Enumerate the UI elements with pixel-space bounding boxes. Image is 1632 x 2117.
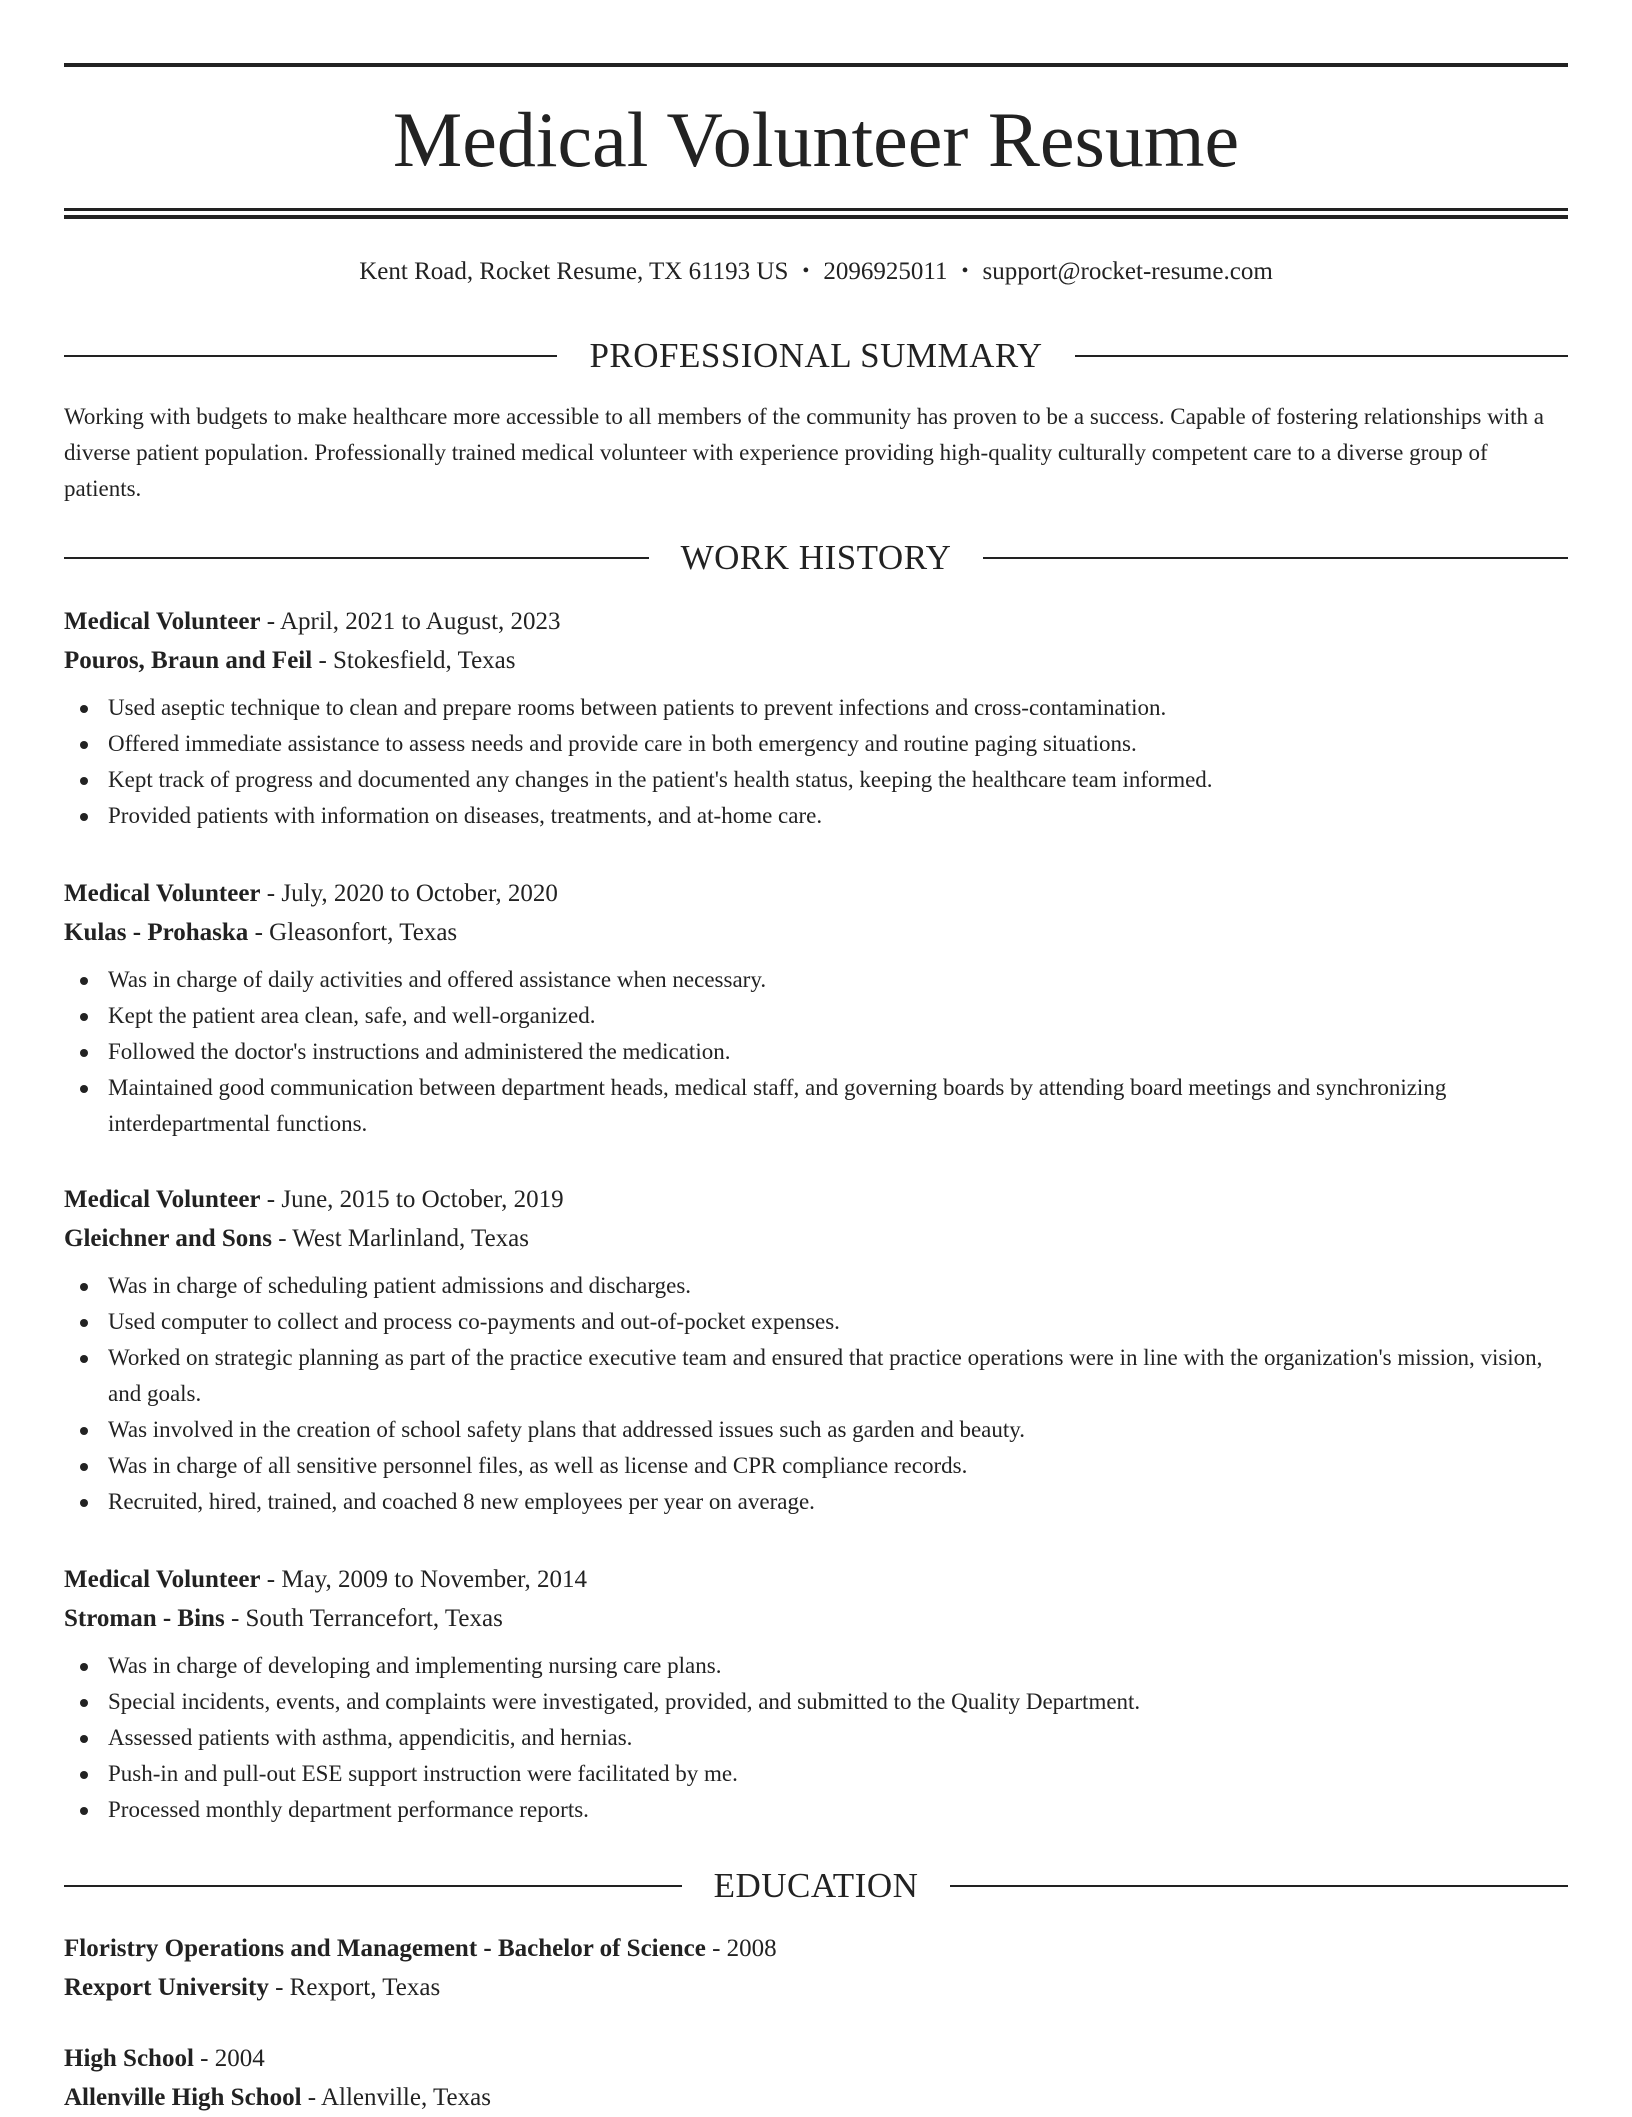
job-company-row [64, 1599, 1568, 1638]
job-dates: - April, 2021 to August, 2023 [260, 608, 561, 635]
education-heading [64, 1864, 1568, 1908]
contact-email: support@rocket-resume.com [982, 258, 1273, 285]
degree-row [64, 1929, 1568, 1968]
job-company-row [64, 1219, 1568, 1258]
job-bullet: Offered immediate assistance to assess needs and provide care in both emergency and routine paging situations. [64, 726, 1568, 762]
summary-heading-label: PROFESSIONAL SUMMARY [589, 336, 1043, 375]
heading-rule-right [950, 1885, 1568, 1887]
job-title-row [64, 1180, 1568, 1219]
job-bullet: Was involved in the creation of school safety plans that addressed issues such as garden and beauty. [64, 1412, 1568, 1448]
job-entry [64, 1180, 1568, 1520]
degree-name: High School [64, 2045, 194, 2072]
job-company-row [64, 641, 1568, 680]
job-bullet: Was in charge of all sensitive personnel files, as well as license and CPR compliance records. [64, 1448, 1568, 1484]
job-bullet: Was in charge of daily activities and offered assistance when necessary. [64, 962, 1568, 998]
job-bullet: Recruited, hired, trained, and coached 8 new employees per year on average. [64, 1484, 1568, 1520]
degree-row [64, 2039, 1568, 2078]
job-bullets [64, 962, 1568, 1142]
contact-phone: 2096925011 [823, 258, 948, 285]
job-bullet: Provided patients with information on diseases, treatments, and at-home care. [64, 798, 1568, 834]
job-entry [64, 874, 1568, 1142]
contact-separator: • [802, 260, 810, 282]
heading-rule-right [983, 557, 1568, 559]
summary-text: Working with budgets to make healthcare more accessible to all members of the community has proven to be a success. Capable of fostering relationships with a diverse patient population. Professionally trained medical volunteer with experience providing high-quality culturally competent care to a diverse group of patients. [64, 404, 1544, 501]
resume-title: Medical Volunteer Resume [392, 96, 1240, 183]
education-entry [64, 1929, 1568, 2007]
contact-address: Kent Road, Rocket Resume, TX 61193 US [359, 258, 789, 285]
heading-rule-left [64, 557, 649, 559]
job-bullet: Was in charge of scheduling patient admissions and discharges. [64, 1268, 1568, 1304]
summary-heading [64, 334, 1568, 378]
job-dates: - July, 2020 to October, 2020 [260, 880, 558, 907]
job-bullet: Used aseptic technique to clean and prepare rooms between patients to prevent infections and cross-contamination. [64, 690, 1568, 726]
job-title: Medical Volunteer [64, 1566, 261, 1593]
heading-rule-left [64, 355, 557, 357]
work-history-heading-label: WORK HISTORY [680, 538, 952, 577]
job-bullet: Maintained good communication between department heads, medical staff, and governing boards by attending board meetings and synchronizing interdepartmental functions. [64, 1070, 1568, 1142]
job-entry [64, 1560, 1568, 1828]
job-company: Gleichner and Sons [64, 1225, 272, 1252]
title-rule-upper [64, 208, 1568, 211]
education-heading-label: EDUCATION [713, 1866, 919, 1905]
job-bullet: Processed monthly department performance reports. [64, 1792, 1568, 1828]
degree-name: Floristry Operations and Management - Bachelor of Science [64, 1935, 706, 1962]
job-location: - South Terrancefort, Texas [224, 1605, 503, 1632]
job-location: - Gleasonfort, Texas [248, 919, 458, 946]
contact-separator: • [961, 260, 969, 282]
job-bullet: Used computer to collect and process co-payments and out-of-pocket expenses. [64, 1304, 1568, 1340]
job-bullet: Special incidents, events, and complaints were investigated, provided, and submitted to the Quality Department. [64, 1684, 1568, 1720]
school-row [64, 1968, 1568, 2007]
job-bullets [64, 1648, 1568, 1828]
job-title-row [64, 602, 1568, 641]
school-name: Rexport University [64, 1974, 269, 2001]
job-location: - West Marlinland, Texas [271, 1225, 530, 1252]
job-dates: - May, 2009 to November, 2014 [260, 1566, 588, 1593]
job-company-row [64, 913, 1568, 952]
job-title: Medical Volunteer [64, 1186, 261, 1213]
job-bullet: Worked on strategic planning as part of the practice executive team and ensured that practice operations were in line with the organization's mission, vision, and goals. [64, 1340, 1568, 1412]
school-row [64, 2078, 1568, 2117]
job-title-row [64, 874, 1568, 913]
education-entry [64, 2039, 1568, 2117]
job-entry [64, 602, 1568, 834]
job-location: - Stokesfield, Texas [312, 647, 516, 674]
job-dates: - June, 2015 to October, 2019 [260, 1186, 564, 1213]
degree-year: - 2004 [193, 2045, 265, 2072]
work-history-heading [64, 536, 1568, 580]
job-company: Kulas - Prohaska [64, 919, 249, 946]
job-bullet: Kept the patient area clean, safe, and well-organized. [64, 998, 1568, 1034]
school-location: - Allenville, Texas [301, 2084, 491, 2111]
job-bullets [64, 690, 1568, 834]
title-rule-lower [64, 215, 1568, 219]
job-company: Pouros, Braun and Feil [64, 647, 313, 674]
job-bullet: Kept track of progress and documented any changes in the patient's health status, keeping the healthcare team informed. [64, 762, 1568, 798]
top-rule [64, 63, 1568, 67]
job-title: Medical Volunteer [64, 880, 261, 907]
school-location: - Rexport, Texas [268, 1974, 441, 2001]
job-bullet: Followed the doctor's instructions and administered the medication. [64, 1034, 1568, 1070]
job-bullets [64, 1268, 1568, 1520]
job-bullet: Assessed patients with asthma, appendicitis, and hernias. [64, 1720, 1568, 1756]
job-title-row [64, 1560, 1568, 1599]
degree-year: - 2008 [705, 1935, 777, 1962]
school-name: Allenville High School [64, 2084, 302, 2111]
heading-rule-right [1075, 355, 1568, 357]
contact-line [64, 253, 1568, 290]
heading-rule-left [64, 1885, 682, 1887]
job-company: Stroman - Bins [64, 1605, 225, 1632]
job-title: Medical Volunteer [64, 608, 261, 635]
job-bullet: Was in charge of developing and implementing nursing care plans. [64, 1648, 1568, 1684]
job-bullet: Push-in and pull-out ESE support instruction were facilitated by me. [64, 1756, 1568, 1792]
